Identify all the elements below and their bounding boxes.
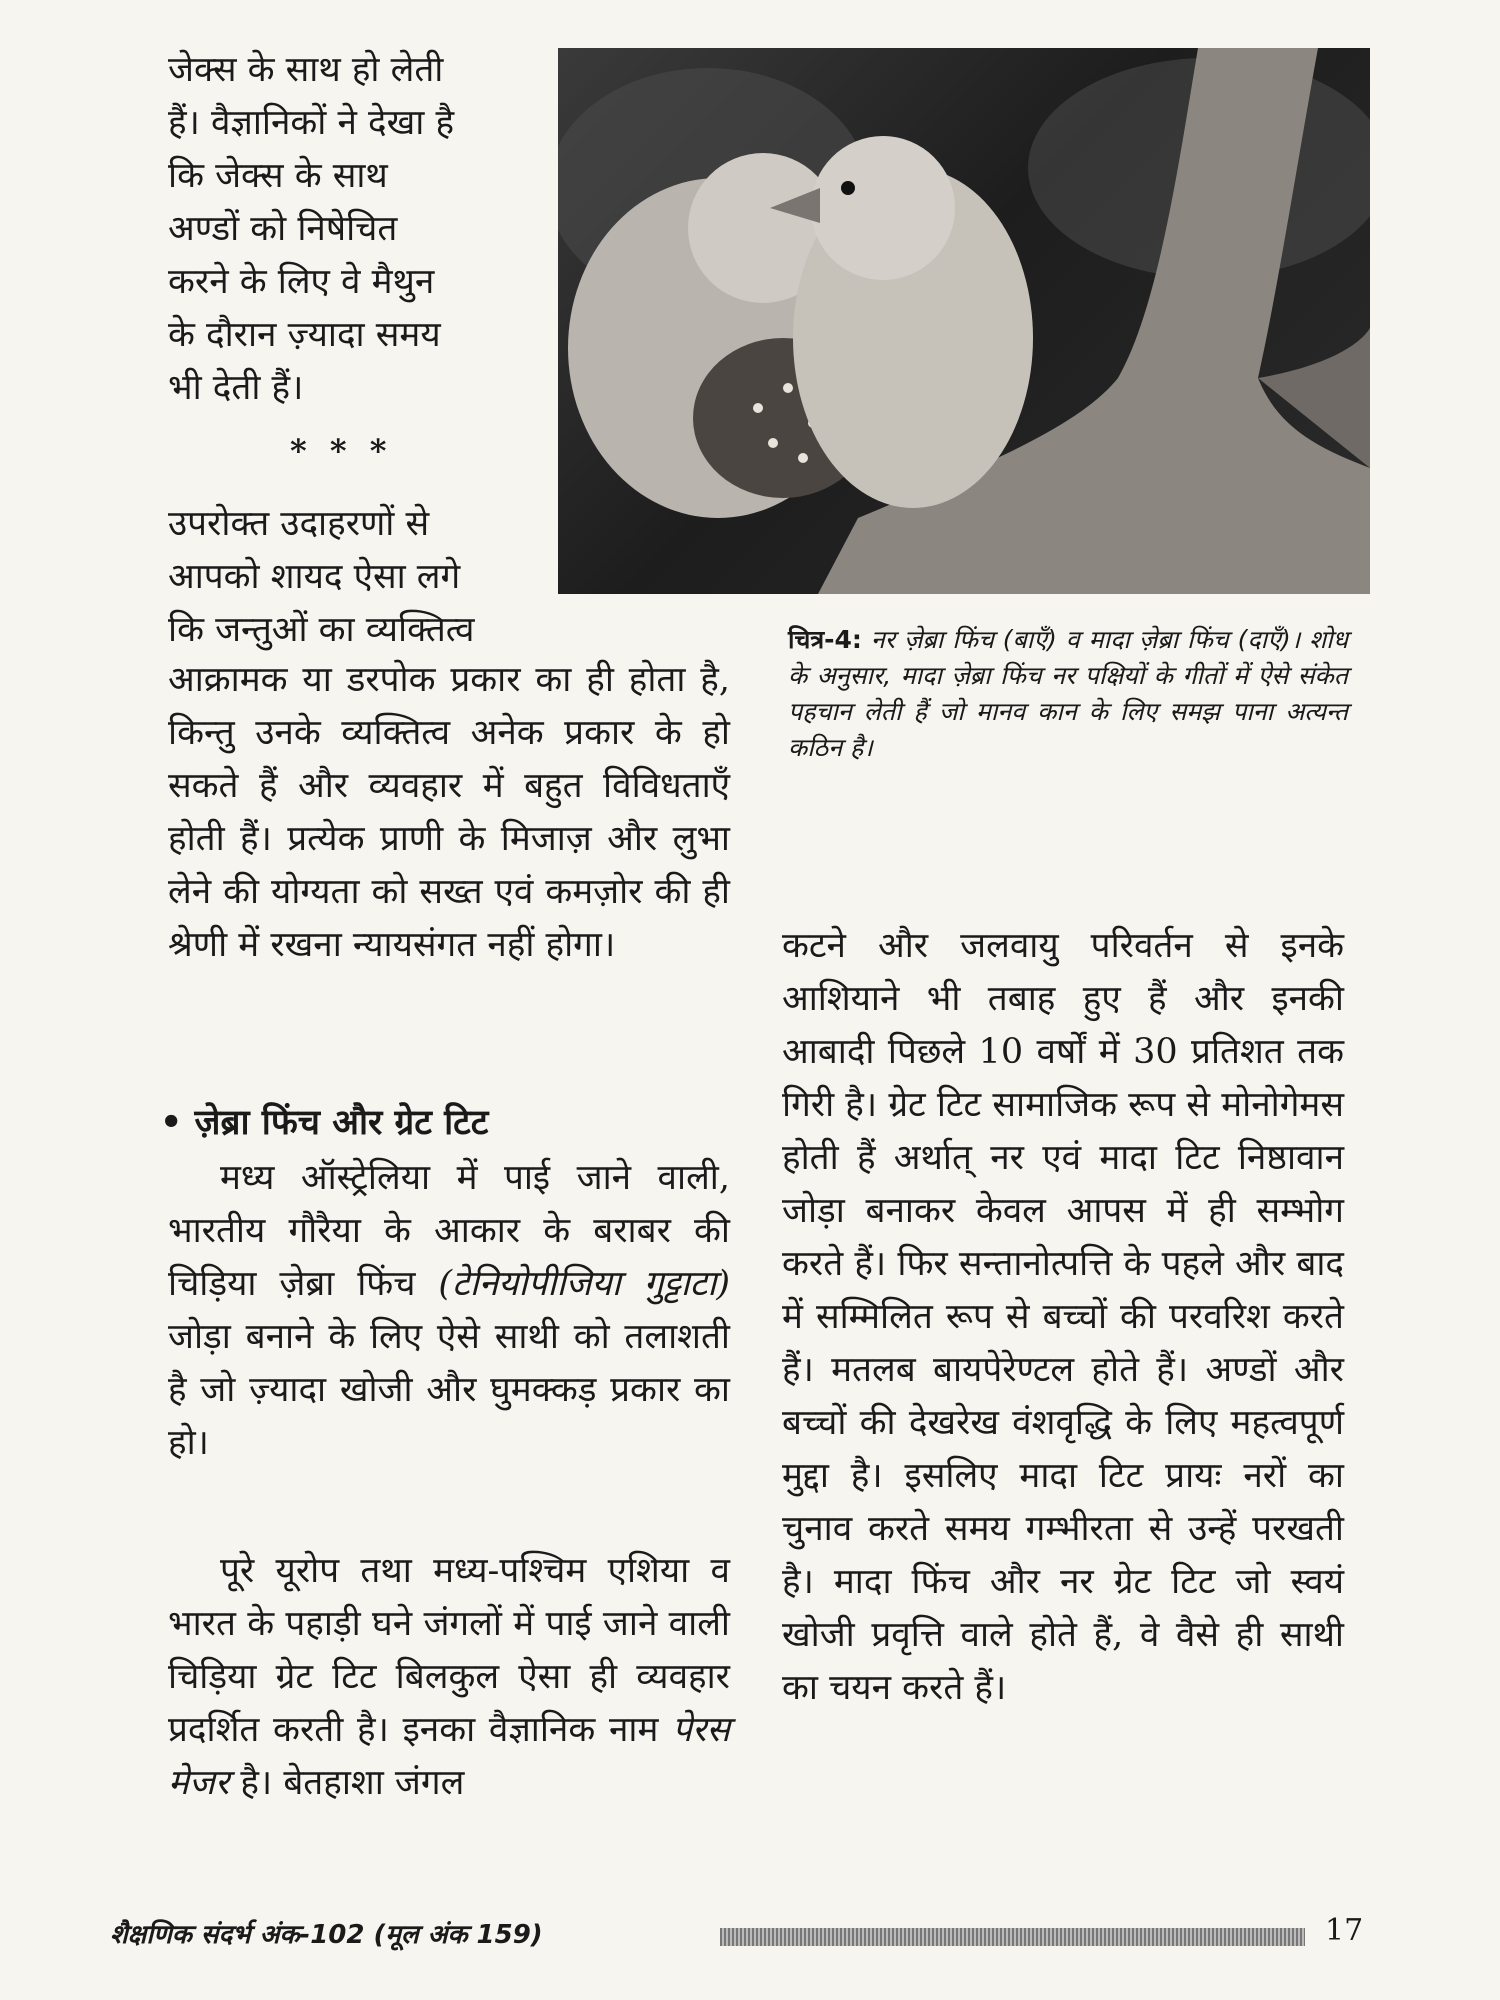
left-column-top — [168, 44, 540, 415]
paragraph-zebra-finch — [168, 1152, 730, 1470]
text-span: मध्य ऑस्ट्रेलिया में पाई जाने वाली, भारतीय गौरैया के आकार के बराबर की चिड़िया ज़ेब्रा फिंच — [168, 1158, 730, 1304]
paragraph-great-tit — [168, 1545, 730, 1810]
footer-divider — [720, 1928, 1305, 1946]
paragraph-text — [168, 1545, 730, 1810]
text-line: करने के लिए वे मैथुन — [168, 262, 435, 302]
text-line: भी देती हैं। — [168, 368, 304, 408]
paragraph-text: कटने और जलवायु परिवर्तन से इनके आशियाने भी तबाह हुए हैं और इनकी आबादी पिछले 10 वर्षों में 30 प्रतिशत तक गिरी है। ग्रेट टिट सामाजिक रूप से मोनोगेमस होती हैं अर्थात् नर एवं मादा टिट निष्ठावान जोड़ा बनाकर केवल आपस में ही सम्भोग करते हैं। फिर सन्तानोत्पत्ति के पहले और बाद में सम्मिलित रूप से बच्चों की परवरिश करते हैं। मतलब बायपेरेण्टल होते हैं। अण्डों और बच्चों की देखरेख वंशवृद्धि के लिए महत्वपूर्ण मुद्दा है। इसलिए मादा टिट प्रायः नरों का चुनाव करते समय गम्भीरता से उन्हें परखती है। मादा फिंच और नर ग्रेट टिट जो स्वयं खोजी प्रवृत्ति वाले होते हैं, वे वैसे ही साथी का चयन करते हैं। — [782, 926, 1344, 1708]
text-line: के दौरान ज़्यादा समय — [168, 315, 441, 355]
caption-text: नर ज़ेब्रा फिंच (बाएँ) व मादा ज़ेब्रा फिंच (दाएँ)। शोध के अनुसार, मादा ज़ेब्रा फिंच नर पक्षियों के गीतों में ऐसे संकेत पहचान लेती हैं जो मानव कान के लिए समझ पाना अत्यन्त कठिन है। — [788, 625, 1348, 762]
zebra-finch-photo — [558, 48, 1370, 594]
text-line: हैं। वैज्ञानिकों ने देखा है — [168, 103, 455, 143]
text-span: पूरे यूरोप तथा मध्य-पश्चिम एशिया व भारत के पहाड़ी घने जंगलों में पाई जाने वाली चिड़िया ग्रेट टिट बिलकुल ऐसा ही व्यवहार प्रदर्शित करती है। इनका वैज्ञानिक नाम — [168, 1551, 730, 1750]
text-line: उपरोक्त उदाहरणों से — [168, 504, 430, 544]
right-column-paragraph — [782, 920, 1344, 1715]
section-heading: • ज़ेब्रा फिंच और ग्रेट टिट — [160, 1102, 489, 1143]
section-separator: * * * — [290, 432, 393, 470]
text-line: कि जेक्स के साथ — [168, 156, 388, 196]
paragraph-text — [168, 1152, 730, 1470]
text-line: जेक्स के साथ हो लेती — [168, 50, 444, 90]
figure-caption — [788, 622, 1348, 766]
page-number: 17 — [1325, 1913, 1364, 1948]
text-line: कि जन्तुओं का व्यक्तित्व — [168, 610, 475, 650]
scientific-name: (टेनियोपीजिया गुट्टाटा) — [438, 1264, 730, 1304]
scientific-name: पेरस मेजर — [168, 1710, 730, 1803]
left-column-mid — [168, 498, 540, 657]
paragraph-text: आक्रामक या डरपोक प्रकार का ही होता है, किन्तु उनके व्यक्तित्व अनेक प्रकार के हो सकते हैं और व्यवहार में बहुत विविधताएँ होती हैं। प्रत्येक प्राणी के मिजाज़ और लुभा लेने की योग्यता को सख्त एवं कमज़ोर की ही श्रेणी में रखना न्यायसंगत नहीं होगा। — [168, 660, 730, 965]
text-span: जोड़ा बनाने के लिए ऐसे साथी को तलाशती है जो ज़्यादा खोजी और घुमक्कड़ प्रकार का हो। — [168, 1317, 730, 1463]
text-line: आपको शायद ऐसा लगे — [168, 557, 461, 597]
footer-journal-title: शैक्षणिक संदर्भ अंक-102 (मूल अंक 159) — [110, 1920, 543, 1950]
paragraph-personality — [168, 654, 730, 972]
text-line: अण्डों को निषेचित — [168, 209, 398, 249]
finch-illustration — [558, 48, 1370, 594]
caption-label: चित्र-4: — [788, 625, 862, 654]
text-span: है। बेतहाशा जंगल — [229, 1763, 465, 1803]
